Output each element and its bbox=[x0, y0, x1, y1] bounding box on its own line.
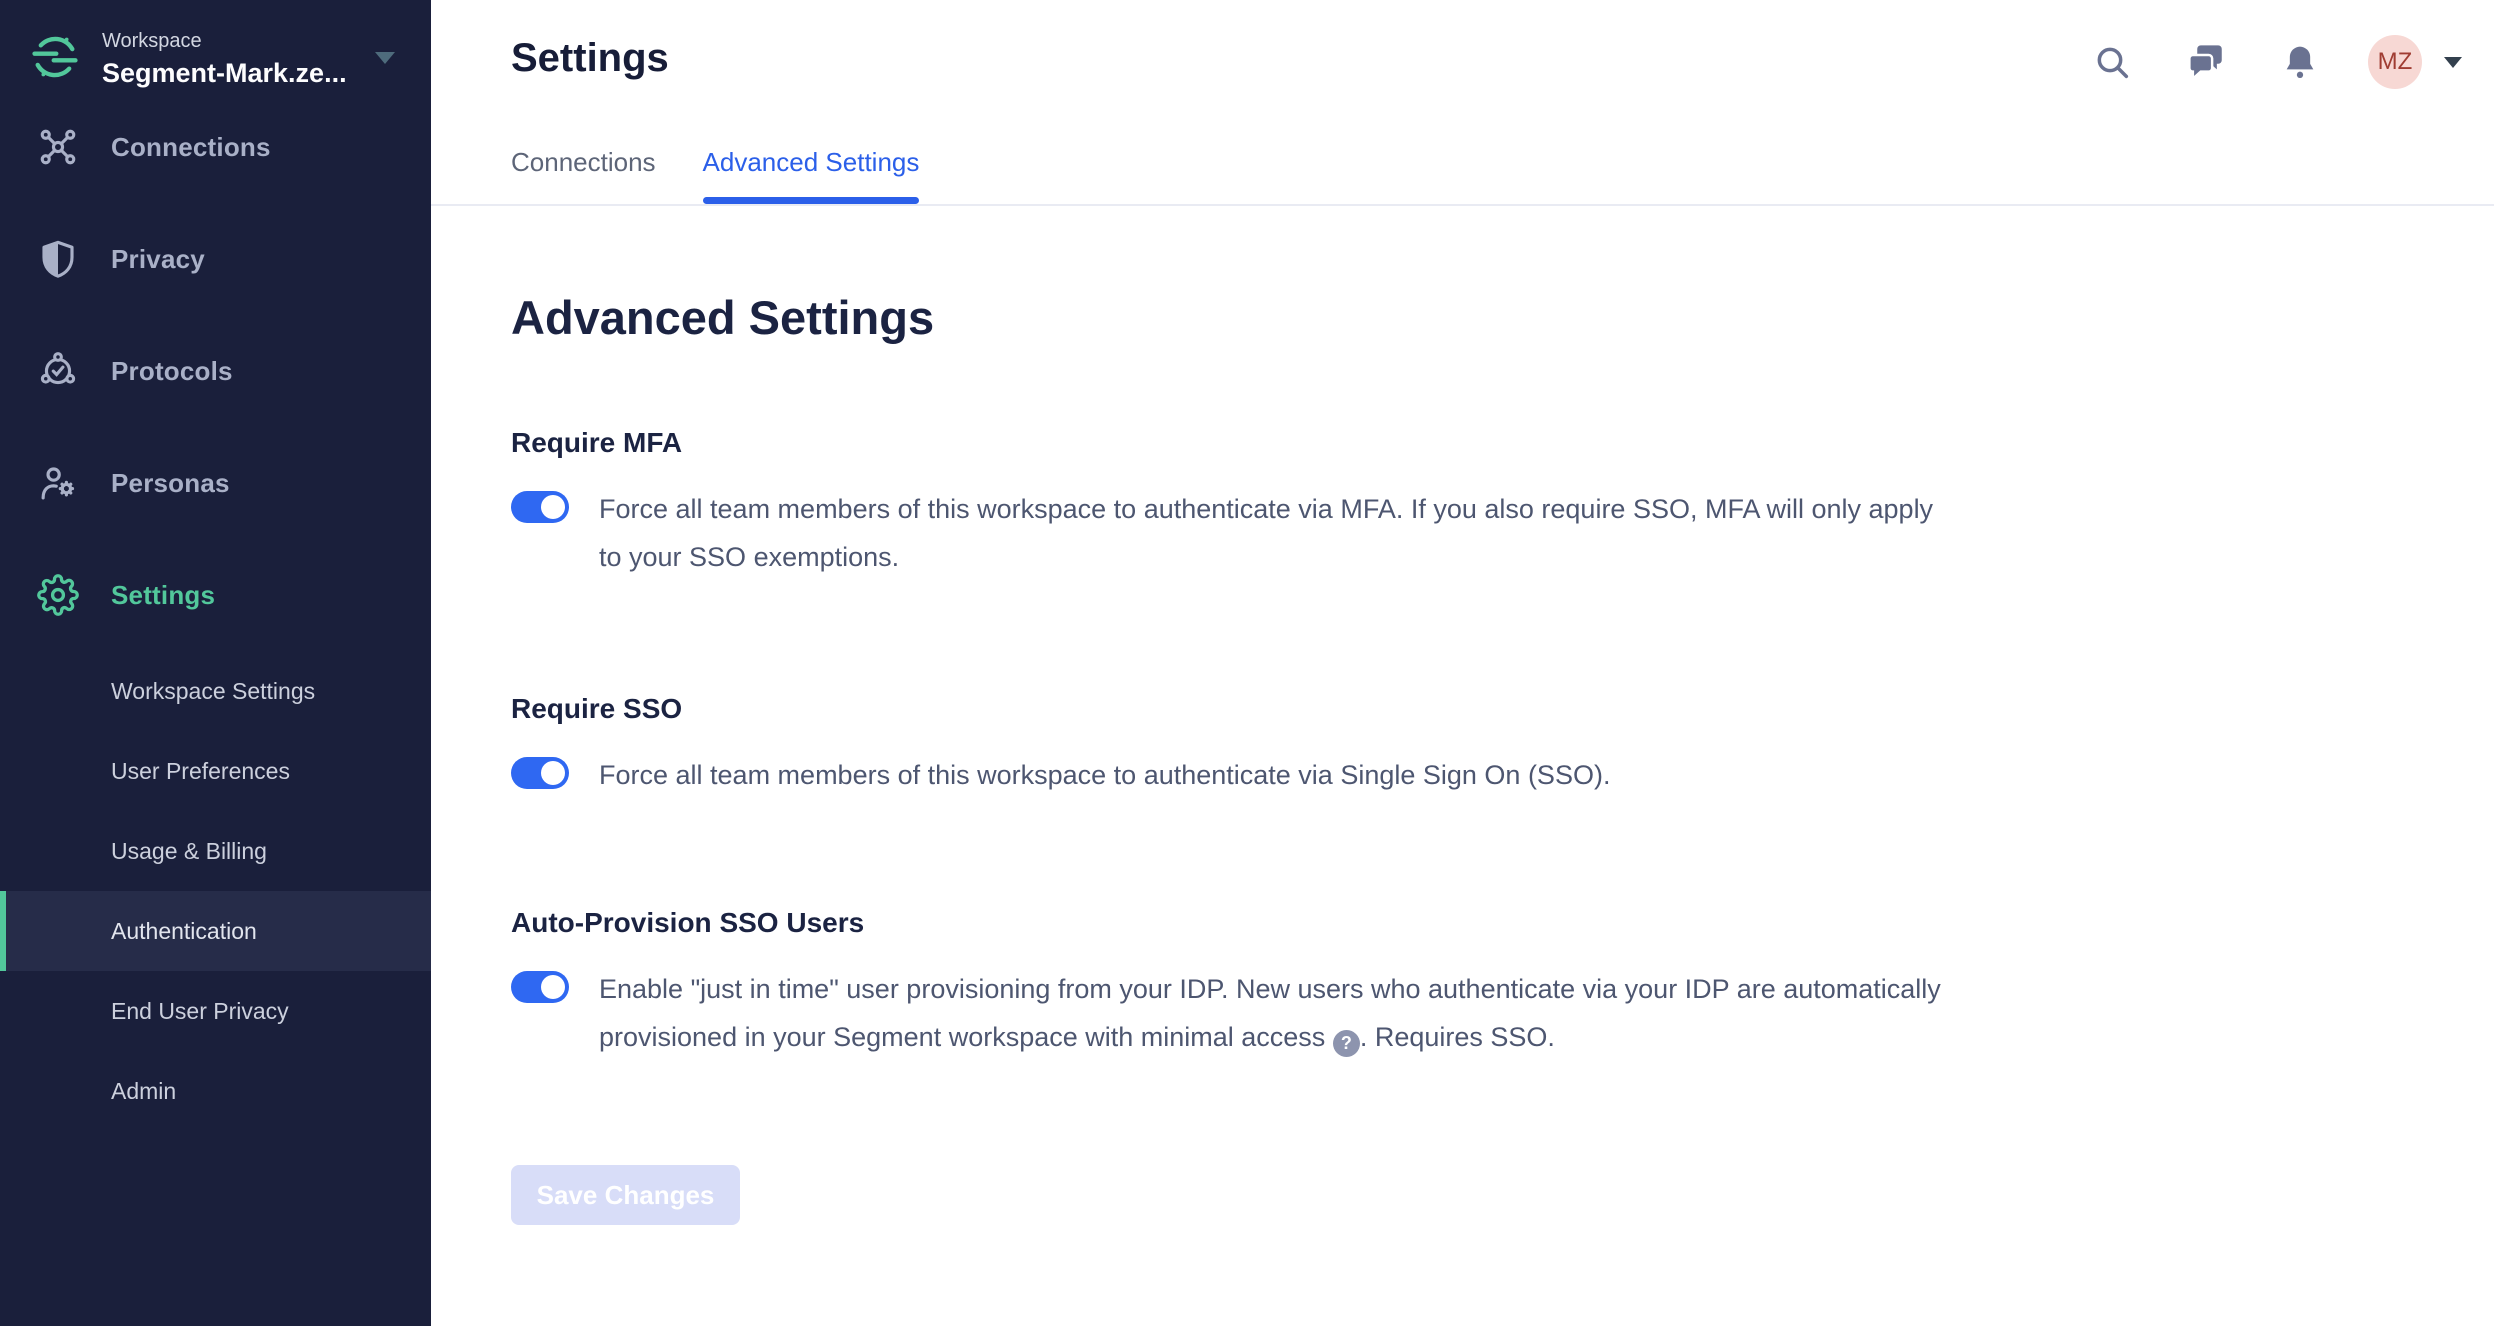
sidebar-item-privacy[interactable] bbox=[0, 203, 431, 315]
protocols-icon bbox=[35, 348, 81, 394]
sidebar bbox=[0, 0, 431, 1326]
tab-connections[interactable]: Connections bbox=[511, 147, 656, 177]
help-icon[interactable]: ? bbox=[1333, 1030, 1360, 1057]
header-actions bbox=[2050, 30, 2462, 94]
sidebar-item-label: Privacy bbox=[111, 243, 205, 274]
segment-logo-icon bbox=[30, 32, 80, 82]
page-title: Settings bbox=[511, 36, 669, 80]
require-sso-section bbox=[511, 693, 2494, 799]
sidebar-subitem-end-user-privacy[interactable]: End User Privacy bbox=[111, 997, 289, 1024]
workspace-name: Segment-Mark.ze... bbox=[102, 58, 347, 88]
search-icon[interactable] bbox=[2080, 30, 2144, 94]
sidebar-subitem-workspace-settings[interactable]: Workspace Settings bbox=[111, 677, 316, 704]
workspace-switcher[interactable] bbox=[0, 0, 431, 90]
sidebar-nav bbox=[0, 91, 431, 1131]
description-text: Enable "just in time" user provisioning from your IDP. New users who authenticate via your IDP are automatically provisioned in your Segment workspace with minimal access bbox=[599, 974, 1941, 1052]
notifications-bell-icon[interactable] bbox=[2268, 30, 2332, 94]
require-sso-description: Force all team members of this workspace to authenticate via Single Sign On (SSO). bbox=[599, 760, 1611, 790]
sidebar-item-label: Settings bbox=[111, 579, 216, 610]
sidebar-subitem-authentication[interactable]: Authentication bbox=[0, 891, 431, 971]
sidebar-subitem-admin[interactable]: Admin bbox=[111, 1077, 177, 1104]
sidebar-subitem-usage-billing[interactable]: Usage & Billing bbox=[111, 837, 267, 864]
require-mfa-description: Force all team members of this workspace to authenticate via MFA. If you also require SSO, MFA will only apply to your SSO exemptions. bbox=[599, 494, 1934, 572]
sidebar-item-personas[interactable] bbox=[0, 427, 431, 539]
user-menu-caret-icon[interactable] bbox=[2444, 57, 2462, 68]
personas-icon bbox=[35, 460, 81, 506]
save-changes-button[interactable]: Save Changes bbox=[511, 1165, 740, 1225]
auto-provision-title: Auto-Provision SSO Users bbox=[511, 907, 865, 938]
require-sso-title: Require SSO bbox=[511, 693, 683, 724]
workspace-caret-icon[interactable] bbox=[375, 52, 395, 64]
settings-subnav bbox=[0, 651, 431, 1131]
sidebar-item-label: Protocols bbox=[111, 355, 233, 386]
description-text: . Requires SSO. bbox=[1359, 1022, 1555, 1052]
tab-advanced-settings[interactable]: Advanced Settings bbox=[703, 147, 920, 204]
sidebar-item-settings[interactable] bbox=[0, 539, 431, 651]
require-mfa-toggle[interactable] bbox=[511, 491, 569, 523]
auto-provision-description bbox=[599, 965, 1959, 1061]
avatar[interactable]: MZ bbox=[2368, 35, 2422, 89]
page-header bbox=[431, 0, 2494, 206]
advanced-settings-panel bbox=[431, 206, 2494, 1225]
workspace-label: Workspace bbox=[102, 30, 202, 52]
connections-icon bbox=[35, 124, 81, 170]
sidebar-item-connections[interactable] bbox=[0, 91, 431, 203]
sidebar-item-label: Connections bbox=[111, 131, 271, 162]
sidebar-subitem-user-preferences[interactable]: User Preferences bbox=[111, 757, 290, 784]
sidebar-item-label: Personas bbox=[111, 467, 230, 498]
auto-provision-section bbox=[511, 907, 2494, 1061]
settings-gear-icon bbox=[35, 572, 81, 618]
chat-icon[interactable] bbox=[2174, 30, 2238, 94]
section-heading: Advanced Settings bbox=[511, 291, 935, 344]
require-mfa-section bbox=[511, 427, 2494, 581]
settings-tabs bbox=[511, 147, 966, 204]
main-area bbox=[431, 0, 2494, 1326]
privacy-shield-icon bbox=[35, 236, 81, 282]
require-mfa-title: Require MFA bbox=[511, 427, 683, 458]
sidebar-item-protocols[interactable] bbox=[0, 315, 431, 427]
require-sso-toggle[interactable] bbox=[511, 757, 569, 789]
auto-provision-toggle[interactable] bbox=[511, 971, 569, 1003]
